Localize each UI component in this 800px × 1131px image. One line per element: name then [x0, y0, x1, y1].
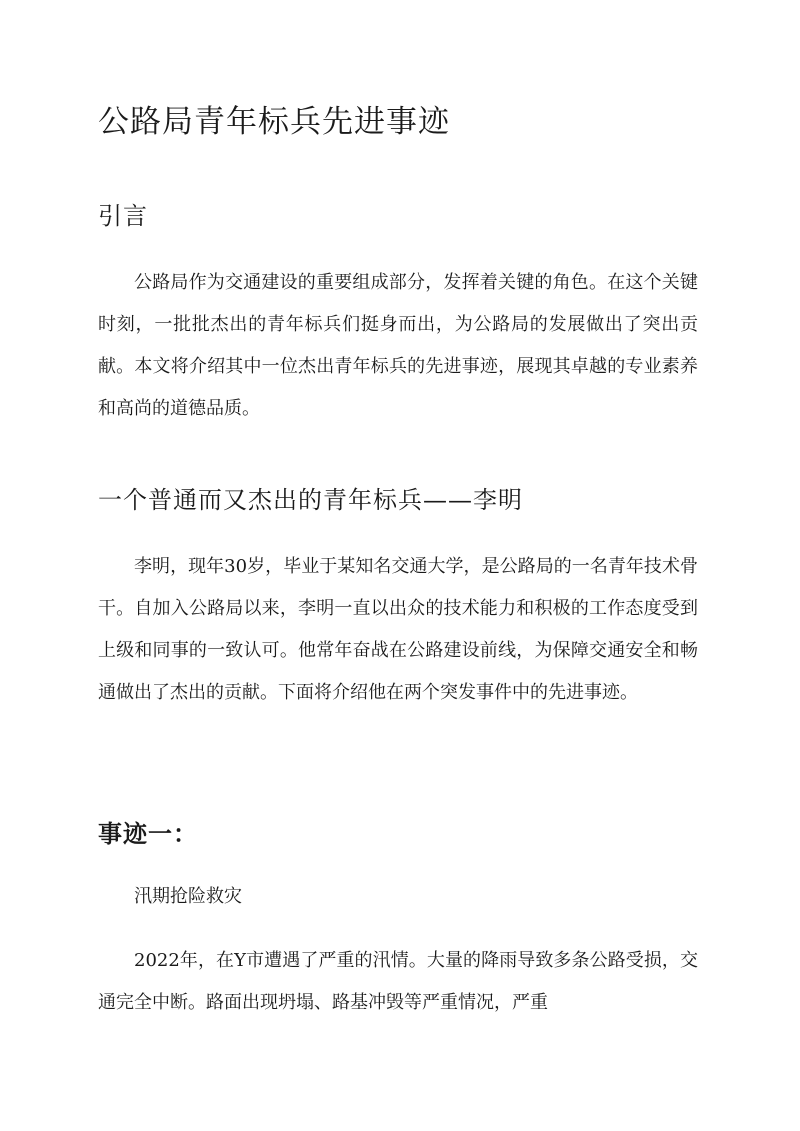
- deed1-subtitle: 汛期抢险救灾: [134, 886, 242, 907]
- intro-heading: 引言: [98, 202, 148, 230]
- deed1-heading: 事迹一：: [98, 819, 198, 848]
- deed1-paragraph: 2022年，在Y市遭遇了严重的汛情。大量的降雨导致多条公路受损，交通完全中断。路面出现坍塌、路基冲毁等严重情况，严重: [98, 950, 698, 1013]
- intro-paragraph: 公路局作为交通建设的重要组成部分，发挥着关键的角色。在这个关键时刻，一批批杰出的青年标兵们挺身而出，为公路局的发展做出了突出贡献。本文将介绍其中一位杰出青年标兵的先进事迹，展现其卓越的专业素养和高尚的道德品质。: [98, 272, 698, 419]
- profile-paragraph: 李明，现年30岁，毕业于某知名交通大学，是公路局的一名青年技术骨干。自加入公路局以来，李明一直以出众的技术能力和积极的工作态度受到上级和同事的一致认可。他常年奋战在公路建设前线，为保障交通安全和畅通做出了杰出的贡献。下面将介绍他在两个突发事件中的先进事迹。: [98, 556, 698, 703]
- document-title: 公路局青年标兵先进事迹: [98, 104, 450, 140]
- profile-heading: 一个普通而又杰出的青年标兵——李明: [98, 486, 523, 514]
